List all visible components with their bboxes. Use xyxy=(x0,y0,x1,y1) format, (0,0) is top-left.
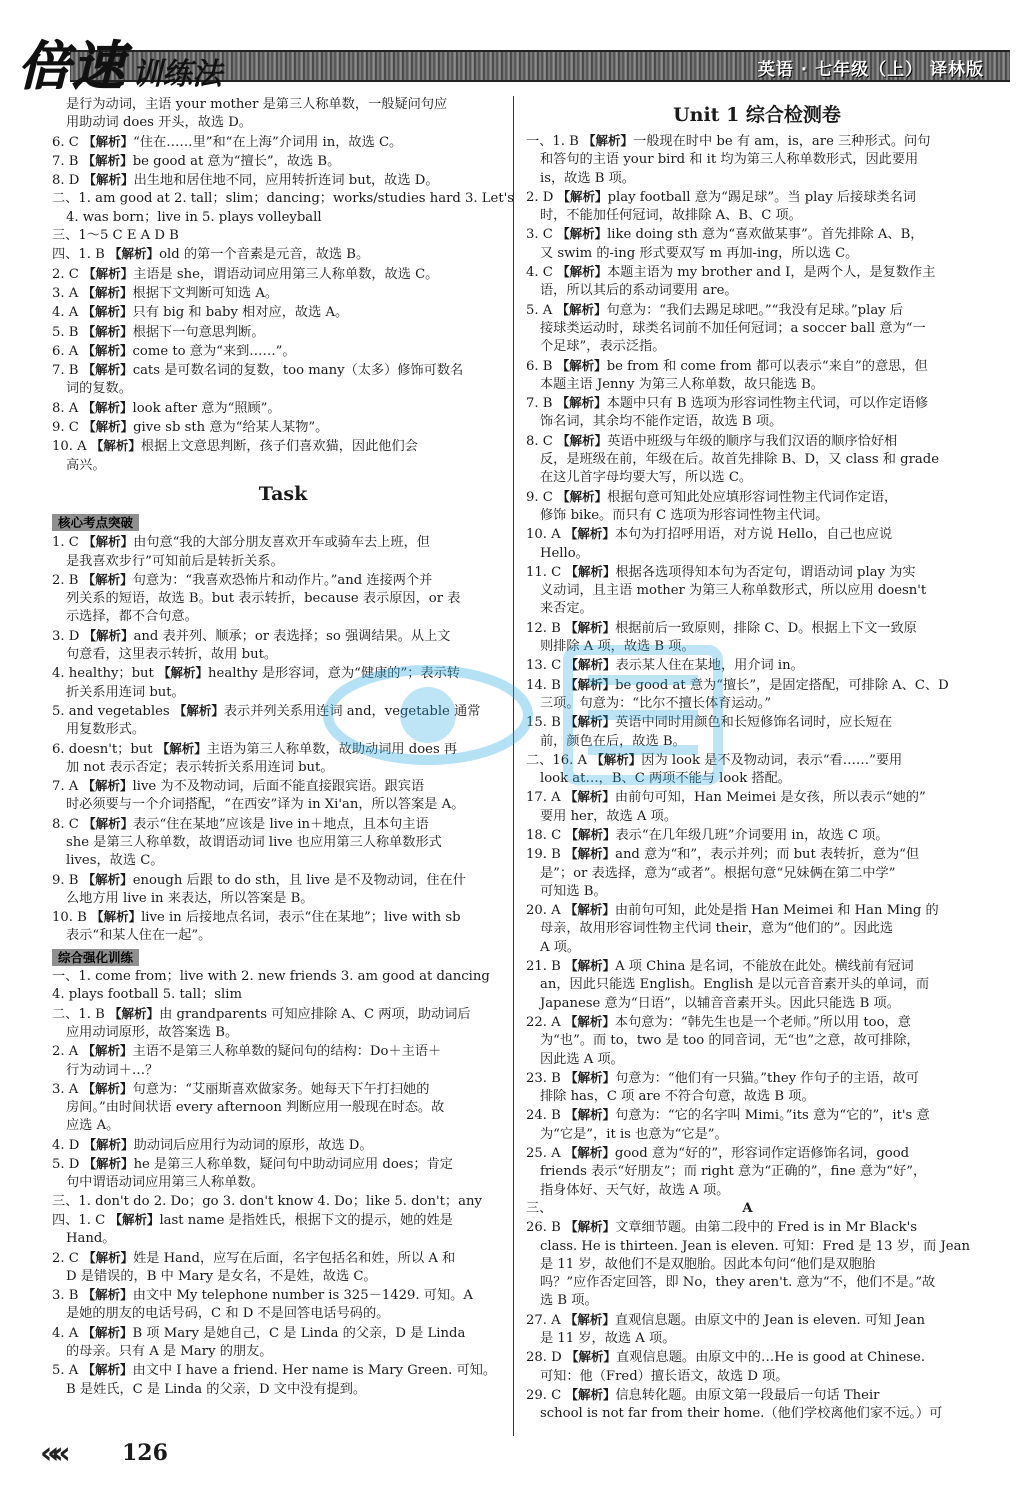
analysis-tag: 【解析】 xyxy=(565,1349,616,1365)
answer-line: 么地方用 live in 来表达，所以答案是 B。 xyxy=(66,890,314,906)
analysis-tag: 【解析】 xyxy=(83,265,134,281)
right-column xyxy=(526,96,988,1423)
analysis-tag: 【解析】 xyxy=(557,488,608,504)
answer-line: 3. B 【解析】由文中 My telephone number is 325－1429. 可知。A xyxy=(52,1287,473,1304)
analysis-tag: 【解析】 xyxy=(83,627,134,643)
chevron-left-icon: « xyxy=(40,1436,52,1471)
answer-line: 二、1. B 【解析】由 grandparents 可知应排除 A、C 两项，助动词后 xyxy=(52,1005,471,1022)
answer-line: 个足球”，表示泛指。 xyxy=(540,339,666,355)
analysis-tag: 【解析】 xyxy=(156,740,207,756)
answer-line: 用复数形式。 xyxy=(66,722,146,738)
brand-sub: 训练法 xyxy=(132,57,223,92)
analysis-tag: 【解析】 xyxy=(83,133,134,149)
answer-line: 三、1. don't do 2. Do；go 3. don't know 4. Do；like 5. don't；any xyxy=(52,1193,482,1209)
subsection-row xyxy=(52,946,514,968)
answer-line: 8. D 【解析】出生地和居住地不同，应用转折连词 but，故选 D。 xyxy=(52,172,439,189)
answer-line: 句中谓语动词应用第三人称单数。 xyxy=(66,1175,264,1191)
analysis-tag: 【解析】 xyxy=(565,619,616,635)
answer-line: 4. healthy；but 【解析】healthy 是形容词，意为“健康的”；表示转 xyxy=(52,665,460,682)
passage-label: A xyxy=(742,1200,753,1216)
page-footer xyxy=(40,1436,168,1476)
answer-line: 一、1. B 【解析】一般现在时中 be 有 am，is，are 三种形式。问句 xyxy=(526,133,931,149)
answer-line: 前，颜色在后，故选 B。 xyxy=(540,733,686,749)
answer-line: 本题主语 Jenny 为第三人称单数，故只能选 B。 xyxy=(540,376,824,392)
answer-line: B 是姓氏，C 是 Linda 的父亲，D 文中没有提到。 xyxy=(66,1381,367,1397)
analysis-tag: 【解析】 xyxy=(557,432,608,448)
page-number: 126 xyxy=(122,1440,168,1466)
answer-line: 又 swim 的-ing 形式要双写 m 再加-ing，所以选 C。 xyxy=(540,245,859,261)
answer-line: 母亲，故用形容词性物主代词 their，意为“他们的”。因此选 xyxy=(540,921,894,937)
subsection-title: 核心考点突破 xyxy=(52,514,139,531)
answer-line: 四、1. C 【解析】last name 是指姓氏，根据下文的提示，她的姓是 xyxy=(52,1211,453,1228)
answer-line: 反，是班级在前，年级在后。故首先排除 B、D，又 class 和 grade xyxy=(540,452,940,468)
analysis-tag: 【解析】 xyxy=(83,1249,134,1265)
answer-line: 排除 has，C 项 are 不符合句意，故选 B 项。 xyxy=(540,1089,815,1105)
answer-line: friends 表示“好朋友”；而 right 意为“正确的”，fine 意为“好”， xyxy=(540,1164,927,1180)
answer-line: 是 11 岁，故选 A 项。 xyxy=(540,1331,676,1346)
edition-label: 英语 · 七年级（上） 译林版 xyxy=(757,60,984,80)
answer-line: 5. and vegetables 【解析】表示并列关系用连词 and，vegetable 通常 xyxy=(52,702,481,719)
answer-line: an，因此只能选 English。English 是以元音音素开头的单词，而 xyxy=(540,977,930,993)
answer-line: 2. A 【解析】主语不是第三人称单数的疑问句的结构：Do＋主语＋ xyxy=(52,1043,442,1060)
answer-line: 2. C 【解析】姓是 Hand，应写在后面，名字包括名和姓，所以 A 和 xyxy=(52,1249,456,1266)
answer-line: 13. C 【解析】表示某人住在某地，用介词 in。 xyxy=(526,657,804,674)
answer-line: 7. A 【解析】live 为不及物动词，后面不能直接跟宾语。跟宾语 xyxy=(52,778,425,795)
analysis-tag: 【解析】 xyxy=(583,133,634,148)
analysis-tag: 【解析】 xyxy=(565,1386,616,1402)
brand-logo xyxy=(18,24,223,97)
answer-line: 19. B 【解析】and 意为“和”，表示并列；而 but 表转折，意为“但 xyxy=(526,846,920,863)
answer-line: 3. A 【解析】根据下文判断可知选 A。 xyxy=(52,284,279,301)
analysis-tag: 【解析】 xyxy=(82,342,133,358)
analysis-tag: 【解析】 xyxy=(82,778,133,794)
answer-line: 三、 A xyxy=(526,1200,753,1216)
answer-line: 5. A 【解析】由文中 I have a friend. Her name is Mary Green. 可知。 xyxy=(52,1362,497,1379)
analysis-tag: 【解析】 xyxy=(82,1080,133,1096)
analysis-tag: 【解析】 xyxy=(82,571,133,587)
analysis-tag: 【解析】 xyxy=(564,902,615,918)
answer-line: 2. C 【解析】主语是 she，谓语动词应用第三人称单数，故选 C。 xyxy=(52,265,439,282)
answer-line: 8. C 【解析】英语中班级与年级的顺序与我们汉语的顺序恰好相 xyxy=(526,432,898,449)
analysis-tag: 【解析】 xyxy=(82,1287,133,1303)
analysis-tag: 【解析】 xyxy=(82,304,133,320)
answer-line: 4. plays football 5. tall；slim xyxy=(52,987,242,1003)
section-title: Task xyxy=(258,482,308,505)
answer-line: 6. doesn't；but 【解析】主语为第三人称单数，故助动词用 does 再 xyxy=(52,740,458,757)
answer-line: 列关系的短语，故选 B。but 表示转折，because 表示原因，or 表 xyxy=(66,591,461,607)
answer-line: lives，故选 C。 xyxy=(66,853,164,869)
answer-line: 14. B 【解析】be good at 意为“擅长”，是固定搭配，可排除 A、C、D xyxy=(526,676,949,693)
answer-line: 行为动词＋…？ xyxy=(66,1062,159,1078)
answer-line: 可知选 B。 xyxy=(540,883,607,899)
analysis-tag: 【解析】 xyxy=(565,958,616,974)
answer-line: look at…，B、C 两项不能与 look 搭配。 xyxy=(540,771,791,787)
analysis-tag: 【解析】 xyxy=(565,714,616,730)
answer-line: 一、1. come from；live with 2. new friends 3. am good at dancing xyxy=(52,969,490,985)
answer-line: 7. B 【解析】cats 是可数名词的复数，too many（太多）修饰可数名 xyxy=(52,362,464,379)
answer-line: 5. B 【解析】根据下一句意思判断。 xyxy=(52,323,265,340)
answer-line: 指身体好、天气好，故选 A 项。 xyxy=(540,1182,730,1198)
analysis-tag: 【解析】 xyxy=(565,1069,616,1085)
analysis-tag: 【解析】 xyxy=(83,1136,134,1152)
subsection-title: 综合强化训练 xyxy=(52,949,139,966)
analysis-tag: 【解析】 xyxy=(82,871,133,887)
analysis-tag: 【解析】 xyxy=(83,419,134,435)
answer-line: 6. A 【解析】come to 意为“来到……”。 xyxy=(52,342,296,359)
analysis-tag: 【解析】 xyxy=(109,1211,160,1227)
answer-line: 修饰 bike。而只有 C 选项为形容词性物主代词。 xyxy=(540,507,829,523)
answer-line: 20. A 【解析】由前句可知，此处是指 Han Meimei 和 Han Ming 的 xyxy=(526,902,939,919)
analysis-tag: 【解析】 xyxy=(173,702,224,718)
analysis-tag: 【解析】 xyxy=(557,226,608,242)
chevron-left-icon: « xyxy=(51,1436,63,1471)
answer-line: 语，所以其后的系动词要用 are。 xyxy=(540,283,738,299)
subsection-row xyxy=(52,511,514,533)
answer-line: 要用 her，故选 A 项。 xyxy=(540,808,678,824)
answer-line: 28. D 【解析】直观信息题。由原文中的…He is good at Chinese. xyxy=(526,1349,926,1366)
analysis-tag: 【解析】 xyxy=(556,357,607,373)
answer-line: 三项。句意为：“比尔不擅长体育运动。” xyxy=(540,695,772,711)
answer-line: 吗？”应作否定回答，即 No，they aren't. 意为“不，他们不是。”故 xyxy=(540,1275,936,1291)
answer-line: 18. C 【解析】表示“在几年级几班”介词要用 in，故选 C 项。 xyxy=(526,826,889,843)
answer-line: 为“也”。而 to，two 是 too 的同音词，无“也”之意，故可排除， xyxy=(540,1033,920,1049)
analysis-tag: 【解析】 xyxy=(565,1219,616,1235)
answer-line: 10. A 【解析】根据上文意思判断，孩子们喜欢猫，因此他们会 xyxy=(52,438,418,455)
answer-line: 9. C 【解析】根据句意可知此处应填形容词性物主代词作定语， xyxy=(526,488,898,505)
answer-line: 23. B 【解析】句意为：“他们有一只猫。”they 作句子的主语，故可 xyxy=(526,1069,919,1086)
answer-line: 三、1～5 C E A D B xyxy=(52,228,179,244)
analysis-tag: 【解析】 xyxy=(83,815,134,831)
analysis-tag: 【解析】 xyxy=(557,264,608,280)
analysis-tag: 【解析】 xyxy=(109,1005,160,1021)
answer-line: 在这儿首字母均要大写，所以选 C。 xyxy=(540,470,753,486)
answer-line: 则排除 A 项，故选 B 项。 xyxy=(540,639,695,655)
analysis-tag: 【解析】 xyxy=(564,1311,615,1327)
answer-line: 11. C 【解析】根据各选项得知本句为否定句，谓语动词 play 为实 xyxy=(526,563,916,580)
answer-line: 15. B 【解析】英语中同时用颜色和长短修饰名词时，应长短在 xyxy=(526,714,893,731)
answer-line: 应用动词原形，故答案选 B。 xyxy=(66,1024,239,1040)
answer-line: 5. A 【解析】句意为：“我们去踢足球吧。”“我没有足球。”play 后 xyxy=(526,301,904,318)
analysis-tag: 【解析】 xyxy=(82,152,133,168)
answer-line: 8. A 【解析】look after 意为“照顾”。 xyxy=(52,399,281,416)
analysis-tag: 【解析】 xyxy=(83,534,134,550)
answer-line: 4. was born；live in 5. plays volleyball xyxy=(66,209,322,225)
analysis-tag: 【解析】 xyxy=(158,665,209,681)
analysis-tag: 【解析】 xyxy=(109,246,160,262)
answer-line: 词的复数。 xyxy=(66,381,132,397)
answer-line: 27. A 【解析】直观信息题。由原文中的 Jean is eleven. 可知 Jean xyxy=(526,1311,925,1328)
analysis-tag: 【解析】 xyxy=(82,362,133,378)
answer-line: 9. B 【解析】enough 后跟 to do sth，且 live 是不及物动词，住在什 xyxy=(52,871,466,888)
answer-line: class. He is thirteen. Jean is eleven. 可知：Fred 是 13 岁，而 Jean xyxy=(540,1238,970,1254)
brand-main: 倍速 xyxy=(18,37,127,97)
analysis-tag: 【解析】 xyxy=(83,172,134,188)
analysis-tag: 【解析】 xyxy=(556,301,607,317)
answer-line: 高兴。 xyxy=(66,457,106,473)
answer-line: 25. A 【解析】good 意为“好的”，形容词作定语修饰名词，good xyxy=(526,1145,910,1162)
answer-line: 是 11 岁，故他们不是双胞胎。因此本句问“他们是双胞胎 xyxy=(540,1256,876,1272)
analysis-tag: 【解析】 xyxy=(565,676,616,692)
answer-line: 10. B 【解析】live in 后接地点名词，表示“住在某地”；live with sb xyxy=(52,909,461,926)
answer-line: school is not far from their home.（他们学校离他们家不远。）可 xyxy=(540,1406,943,1422)
answer-line: 选 B 项。 xyxy=(540,1293,598,1309)
analysis-tag: 【解析】 xyxy=(565,563,616,579)
answer-line: 来否定。 xyxy=(540,601,593,617)
analysis-tag: 【解析】 xyxy=(565,826,616,842)
analysis-tag: 【解析】 xyxy=(83,1156,134,1172)
answer-line: 6. C 【解析】“住在……里”和“在上海”介词用 in，故选 C。 xyxy=(52,133,403,150)
answer-line: 是我喜欢步行”可知前后是转折关系。 xyxy=(66,553,284,569)
answer-line: 示选择，都不合句意。 xyxy=(66,609,198,625)
analysis-tag: 【解析】 xyxy=(564,789,615,805)
answer-line: 的母亲。只有 A 是 Mary 的朋友。 xyxy=(66,1344,273,1359)
answer-line: 10. A 【解析】本句为打招呼用语，对方说 Hello，自己也应说 xyxy=(526,526,893,543)
answer-line: 4. C 【解析】本题主语为 my brother and I，是两个人，是复数作主 xyxy=(526,264,936,281)
analysis-tag: 【解析】 xyxy=(82,323,133,339)
answer-line: 是行为动词，主语 your mother 是第三人称单数，一般疑问句应 xyxy=(66,97,448,112)
analysis-tag: 【解析】 xyxy=(82,1043,133,1059)
analysis-tag: 【解析】 xyxy=(82,1362,133,1378)
answer-line: 7. B 【解析】be good at 意为“擅长”，故选 B。 xyxy=(52,152,341,169)
analysis-tag: 【解析】 xyxy=(82,1324,133,1340)
answer-line: 2. B 【解析】句意为：“我喜欢恐怖片和动作片。”and 连接两个并 xyxy=(52,571,433,588)
analysis-tag: 【解析】 xyxy=(564,526,615,542)
analysis-tag: 【解析】 xyxy=(565,657,616,673)
answer-line: 4. A 【解析】B 项 Mary 是她自己，C 是 Linda 的父亲，D 是 Linda xyxy=(52,1324,466,1341)
answer-line: 因此选 A 项。 xyxy=(540,1051,624,1067)
answer-line: 为“它是”，it is 也意为“它是”。 xyxy=(540,1126,728,1142)
analysis-tag: 【解析】 xyxy=(565,1107,616,1123)
answer-line: 4. A 【解析】只有 big 和 baby 相对应，故选 A。 xyxy=(52,304,349,321)
analysis-tag: 【解析】 xyxy=(91,909,142,925)
answer-line: 3. C 【解析】like doing sth 意为“喜欢做某事”。首先排除 A、B， xyxy=(526,226,924,243)
page-header xyxy=(0,0,1024,96)
answer-line: 饰名词，其余均不能作定语，故选 B 项。 xyxy=(540,414,783,430)
answer-line: 3. D 【解析】and 表并列、顺承；or 表选择；so 强调结果。从上文 xyxy=(52,627,451,644)
answer-line: 加 not 表示否定；表示转折关系用连词 but。 xyxy=(66,759,334,775)
answer-line: 四、1. B 【解析】old 的第一个音素是元音，故选 B。 xyxy=(52,246,370,263)
answer-line: 17. A 【解析】由前句可知，Han Meimei 是女孩，所以表示“她的” xyxy=(526,789,926,806)
answer-line: she 是第三人称单数，故谓语动词 live 也应用第三人称单数形式 xyxy=(66,834,442,850)
answer-line: 句意看，这里表示转折，故用 but。 xyxy=(66,647,278,663)
answer-line: 折关系用连词 but。 xyxy=(66,684,185,700)
answer-line: 8. C 【解析】表示“住在某地”应该是 live in＋地点，且本句主语 xyxy=(52,815,429,832)
answer-line: 义动词，且主语 mother 为第三人称单数形式，所以应用 doesn't xyxy=(540,583,927,599)
answer-line: 7. B 【解析】本题中只有 B 选项为形容词性物主代词，可以作定语修 xyxy=(526,395,929,412)
analysis-tag: 【解析】 xyxy=(564,1145,615,1161)
answer-line: 12. B 【解析】根据前后一致原则，排除 C、D。根据上下文一致原 xyxy=(526,619,917,636)
analysis-tag: 【解析】 xyxy=(557,188,608,204)
answer-line: Japanese 意为“日语”，以辅音音素开头。因此只能选 B 项。 xyxy=(540,995,900,1011)
answer-line: Hand。 xyxy=(66,1231,116,1247)
answer-line: 29. C 【解析】信息转化题。由原文第一段最后一句话 Their xyxy=(526,1386,880,1403)
left-column xyxy=(52,96,514,1399)
answer-line: 可知：他（Fred）擅长语文，故选 D 项。 xyxy=(540,1368,789,1384)
answer-line: 二、1. am good at 2. tall；slim；dancing；works/studies hard 3. Let's xyxy=(52,191,514,207)
answer-line: 3. A 【解析】句意为：“艾丽斯喜欢做家务。她每天下午打扫她的 xyxy=(52,1080,430,1097)
analysis-tag: 【解析】 xyxy=(565,846,616,862)
answer-line: 6. B 【解析】be from 和 come from 都可以表示“来自”的意思，但 xyxy=(526,357,928,374)
answer-line: 时必须要与一个介词搭配，“在西安”译为 in Xi'an，所以答案是 A。 xyxy=(66,797,465,813)
answer-line: 21. B 【解析】A 项 China 是名词，不能放在此处。横线前有冠词 xyxy=(526,958,914,975)
answer-line: 房间。”由时间状语 every afternoon 判断应用一般现在时态。故 xyxy=(66,1100,445,1116)
answer-line: 时，不能加任何冠词，故排除 A、B、C 项。 xyxy=(540,208,802,224)
answer-line: 表示“和某人住在一起”。 xyxy=(66,928,212,944)
analysis-tag: 【解析】 xyxy=(82,284,133,300)
answer-line: 5. D 【解析】he 是第三人称单数，疑问句中助动词应用 does；肯定 xyxy=(52,1156,453,1173)
analysis-tag: 【解析】 xyxy=(556,395,607,411)
analysis-tag: 【解析】 xyxy=(591,751,642,767)
section-title: Unit 1 综合检测卷 xyxy=(673,104,841,126)
answer-line: 22. A 【解析】本句意为：“韩先生也是一个老师。”所以用 too，意 xyxy=(526,1013,911,1030)
answer-line: 是”；or 表选择，意为“或者”。根据句意“兄妹俩在第二中学” xyxy=(540,865,896,881)
analysis-tag: 【解析】 xyxy=(82,399,133,415)
answer-line: Hello。 xyxy=(540,545,589,561)
answer-line: 4. D 【解析】助动词后应用行为动词的原形，故选 D。 xyxy=(52,1136,373,1153)
answer-line: 和答句的主语 your bird 和 it 均为第三人称单数形式，因此要用 xyxy=(540,152,919,168)
analysis-tag: 【解析】 xyxy=(564,1013,615,1029)
answer-line: 26. B 【解析】文章细节题。由第二段中的 Fred is in Mr Black's xyxy=(526,1219,918,1236)
answer-line: 用助动词 does 开头，故选 D。 xyxy=(66,115,252,131)
analysis-tag: 【解析】 xyxy=(90,438,141,454)
answer-line: A 项。 xyxy=(540,939,581,955)
answer-line: 9. C 【解析】give sb sth 意为“给某人某物”。 xyxy=(52,419,329,436)
answer-line: 2. D 【解析】play football 意为“踢足球”。当 play 后接球类名词 xyxy=(526,188,916,205)
answer-line: 是她的朋友的电话号码，C 和 D 不是回答电话号码的。 xyxy=(66,1306,390,1322)
answer-line: 24. B 【解析】句意为：“它的名字叫 Mimi。”its 意为“它的”，it's 意 xyxy=(526,1107,930,1124)
answer-line: 接球类运动时，球类名词前不加任何冠词；a soccer ball 意为“一 xyxy=(540,320,926,336)
answer-line: is，故选 B 项。 xyxy=(540,170,635,186)
answer-line: 1. C 【解析】由句意“我的大部分朋友喜欢开车或骑车去上班，但 xyxy=(52,534,430,551)
answer-line: 二、16. A 【解析】因为 look 是不及物动词，表示“看……”要用 xyxy=(526,751,903,768)
answer-line: D 是错误的，B 中 Mary 是女名，不是姓，故选 C。 xyxy=(66,1268,377,1284)
answer-line: 应选 A。 xyxy=(66,1118,120,1134)
